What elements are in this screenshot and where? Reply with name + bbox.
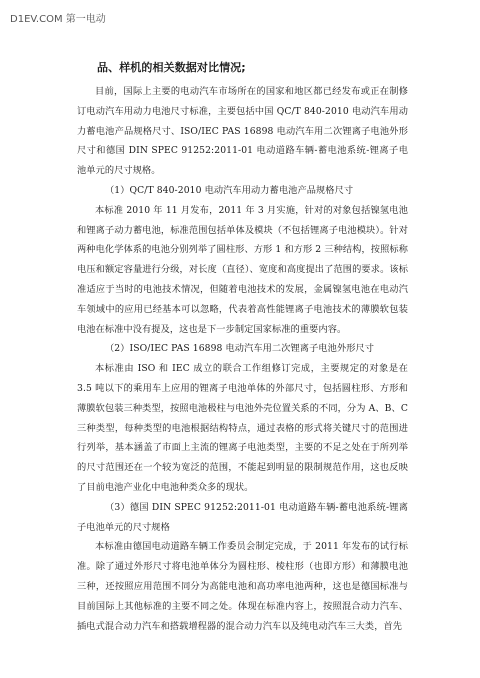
subsection-2-title: （2）ISO/IEC PAS 16898 电动汽车用二次锂离子电池外形尺寸 <box>105 343 375 355</box>
section-title: 品、样机的相关数据对比情况; <box>97 61 246 74</box>
subsection-3-title: （3）德国 DIN SPEC 91252:2011-01 电动道路车辆-蓄电池系统-锂离子电池单元的尺寸规格 <box>77 501 408 533</box>
subsection-1-body: 本标准 2010 年 11 月发布，2011 年 3 月实施，针对的对象包括镍氢电池和锂离子动力蓄电池，标准范围包括单体及模块（不包括锂离子电池模块）。针对两种电化学体系的电池分别列举了圆柱形、方形 1 和方形 2 三种结构，按照标称电压和额定容量进行分级，对长度（直径）、宽度和高度提出了范围的要求。该标准适应于当时的电池技术情况，但随着电池技术的发展，金属镍氢电池在电动汽车领域中的应用已经基本可以忽略，代表着高性能锂离子电池技术的薄膜软包装电池在标准中没有提及，这也是下一步制定国家标准的重要内容。 <box>77 204 408 335</box>
site-header: D1EV.COM 第一电动 <box>10 14 106 25</box>
subsection-3-body: 本标准由德国电动道路车辆工作委员会制定完成，于 2011 年发布的试行标准。除了通过外形尺寸将电池单体分为圆柱形、棱柱形（也即方形）和薄膜电池三种，还按照应用范围不同分为高能电池和高功率电池两种，这也是德国标准与目前国际上其他标准的主要不同之处。体现在标准内容上，按照混合动力汽车、插电式混合动力汽车和搭载增程器的混合动力汽车以及纯电动汽车三大类，首先 <box>77 541 408 632</box>
subsection-2-body: 本标准由 ISO 和 IEC 成立的联合工作组修订完成，主要规定的对象是在 3.5 吨以下的乘用车上应用的锂离子电池单体的外部尺寸，包括圆柱形、方形和薄膜软包装三种类型，按照电池极柱与电池外壳位置关系的不同，分为 A、B、C 三种类型，每种类型的电池根据结构特点，通过表格的形式将关键尺寸的范围进行列举，基本涵盖了市面上主流的锂离子电池类型，主要的不足之处在于所列举的尺寸范围还在一个较为宽泛的范围，不能起到明显的限制规范作用，这也反映了目前电池产业化中电池种类众多的现状。 <box>77 363 408 493</box>
document-page <box>77 60 408 636</box>
subsection-1-title: （1）QC/T 840-2010 电动汽车用动力蓄电池产品规格尺寸 <box>105 184 354 196</box>
intro-paragraph: 目前，国际上主要的电动汽车市场所在的国家和地区都已经发布或正在制修订电动汽车用动力电池尺寸标准，主要包括中国 QC/T 840-2010 电动汽车用动力蓄电池产品规格尺寸、ISO/IEC PAS 16898 电动汽车用二次锂离子电池外形尺寸和德国 DIN SPEC 91252:2011-01 电动道路车辆-蓄电池系统-锂离子电池单元的尺寸规格。 <box>77 86 408 177</box>
